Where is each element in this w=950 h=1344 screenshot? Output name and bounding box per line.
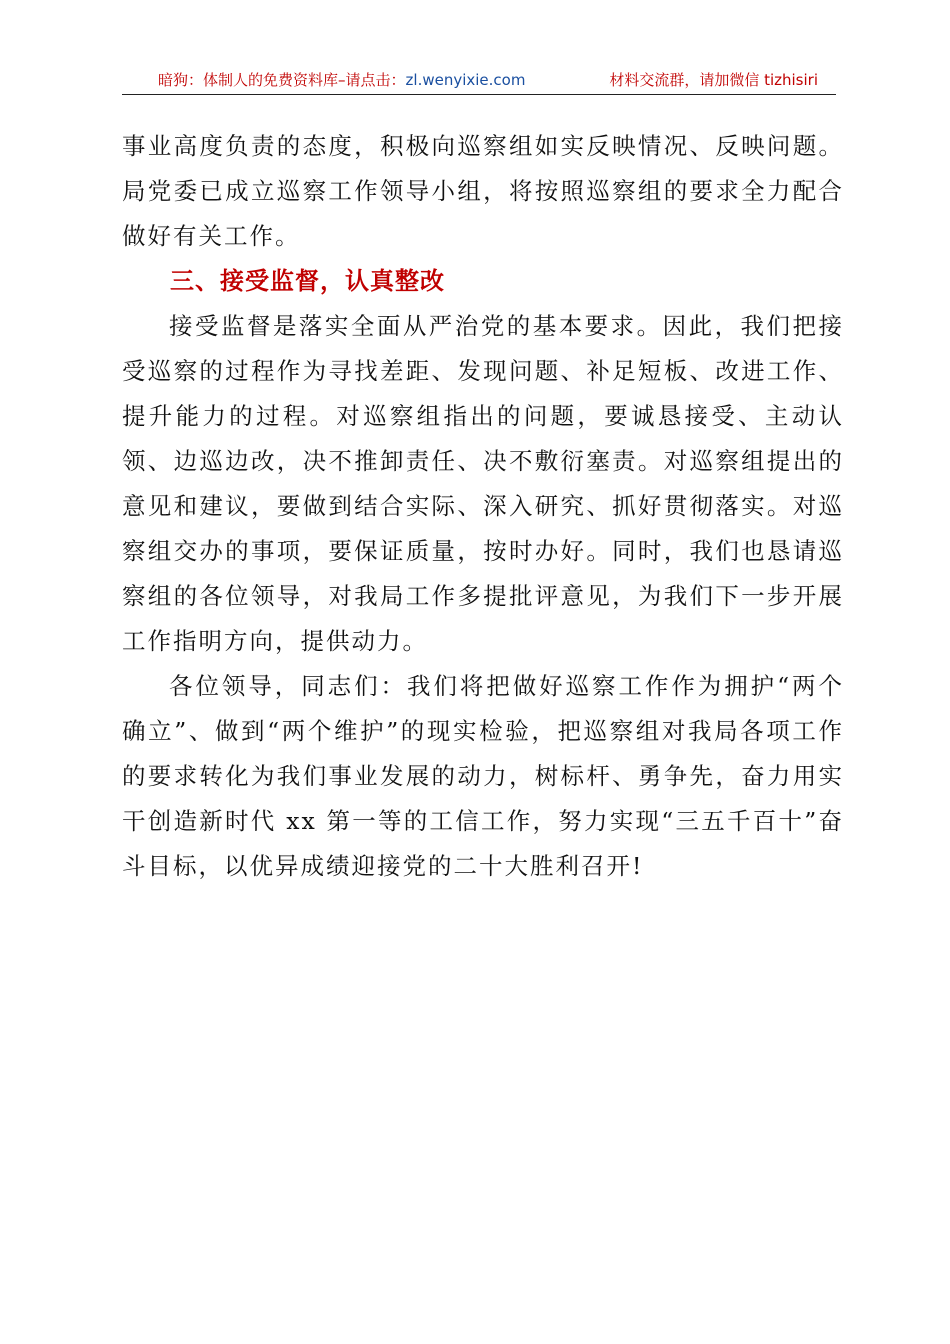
paragraph-continued: 事业高度负责的态度，积极向巡察组如实反映情况、反映问题。局党委已成立巡察工作领导小组，将按照巡察组的要求全力配合做好有关工作。 bbox=[122, 132, 844, 250]
header-promo bbox=[158, 68, 525, 92]
header-link[interactable]: zl.wenyixie.com bbox=[405, 71, 526, 89]
header-site-label: 暗狗：体制人的免费资料库 bbox=[158, 71, 339, 89]
page-header bbox=[122, 68, 836, 95]
header-contact: 材料交流群，请加微信 tizhisiri bbox=[609, 71, 818, 89]
document-body bbox=[122, 124, 844, 889]
header-prompt: –请点击： bbox=[338, 71, 406, 89]
paragraph-closing: 各位领导，同志们：我们将把做好巡察工作作为拥护“两个确立”、做到“两个维护”的现实检验，把巡察组对我局各项工作的要求转化为我们事业发展的动力，树标杆、勇争先，奋力用实干创造新时代 xx 第一等的工信工作，努力实现“三五千百十”奋斗目标，以优异成绩迎接党的二十大胜利召开! bbox=[122, 672, 844, 880]
paragraph-supervision: 接受监督是落实全面从严治党的基本要求。因此，我们把接受巡察的过程作为寻找差距、发现问题、补足短板、改进工作、提升能力的过程。对巡察组指出的问题，要诚恳接受、主动认领、边巡边改，决不推卸责任、决不敷衍塞责。对巡察组提出的意见和建议，要做到结合实际、深入研究、抓好贯彻落实。对巡察组交办的事项，要保证质量，按时办好。同时，我们也恳请巡察组的各位领导，对我局工作多提批评意见，为我们下一步开展工作指明方向，提供动力。 bbox=[122, 312, 844, 655]
section-heading-3: 三、接受监督，认真整改 bbox=[170, 267, 445, 295]
